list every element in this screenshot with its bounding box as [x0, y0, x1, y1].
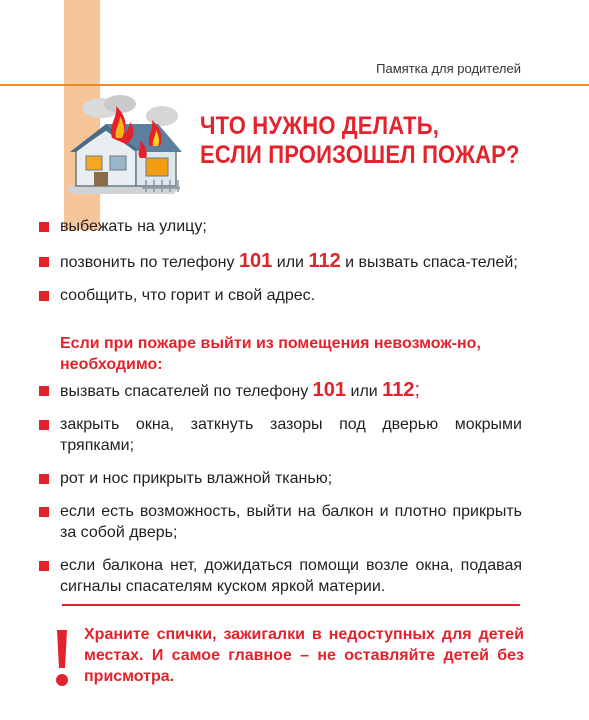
exclamation-icon: [55, 628, 69, 688]
square-bullet-icon: [39, 474, 49, 484]
warning-text: Храните спички, зажигалки в недоступных для детей местах. И самое главное – не оставляйте детей без присмотра.: [84, 626, 524, 685]
list-item-text: или: [276, 254, 304, 271]
square-bullet-icon: [39, 291, 49, 301]
phone-number-112: 112: [382, 379, 415, 401]
list-item-text: рот и нос прикрыть влажной тканью;: [60, 470, 333, 487]
square-bullet-icon: [39, 561, 49, 571]
sub-heading: Если при пожаре выйти из помещения невозмож-но, необходимо:: [60, 335, 481, 373]
square-bullet-icon: [39, 222, 49, 232]
section-divider: [62, 604, 520, 606]
list-item-text: ;: [414, 379, 420, 401]
list-item: [38, 468, 522, 489]
list-item: [38, 251, 522, 273]
list-item: [38, 414, 522, 456]
list-item-text: и вызвать спаса-телей;: [345, 254, 518, 271]
list-item-text: вызвать спасателей по телефону: [60, 383, 309, 400]
header-label: Памятка для родителей: [376, 61, 521, 76]
burning-house-icon: [62, 94, 188, 198]
list-item-text: позвонить по телефону: [60, 254, 235, 271]
phone-number-112: 112: [308, 250, 341, 272]
list-item: [38, 555, 522, 597]
square-bullet-icon: [39, 420, 49, 430]
phone-number-101: 101: [312, 379, 347, 401]
steps-list: [38, 212, 522, 306]
list-item: [38, 216, 522, 237]
list-item: [38, 380, 522, 402]
square-bullet-icon: [39, 507, 49, 517]
list-item-text: если балкона нет, дожидаться помощи возле окна, подавая сигналы спасателям куском яркой материи.: [60, 557, 522, 595]
list-item-text: если есть возможность, выйти на балкон и плотно прикрыть за собой дверь;: [60, 503, 522, 541]
list-item-text: выбежать на улицу;: [60, 218, 207, 235]
square-bullet-icon: [39, 257, 49, 267]
phone-number-101: 101: [238, 250, 273, 272]
square-bullet-icon: [39, 386, 49, 396]
list-item: [38, 501, 522, 543]
title-line-2: ЕСЛИ ПРОИЗОШЕЛ ПОЖАР?: [200, 141, 520, 169]
list-item-text: или: [350, 383, 378, 400]
title-line-1: ЧТО НУЖНО ДЕЛАТЬ,: [200, 112, 440, 140]
emergency-steps-list: [38, 380, 522, 597]
page-title: [200, 112, 520, 170]
list-item: [38, 285, 522, 306]
list-item-text: закрыть окна, заткнуть зазоры под дверью мокрыми тряпками;: [60, 416, 522, 454]
list-item-text: сообщить, что горит и свой адрес.: [60, 287, 316, 304]
header-divider: [0, 84, 589, 86]
